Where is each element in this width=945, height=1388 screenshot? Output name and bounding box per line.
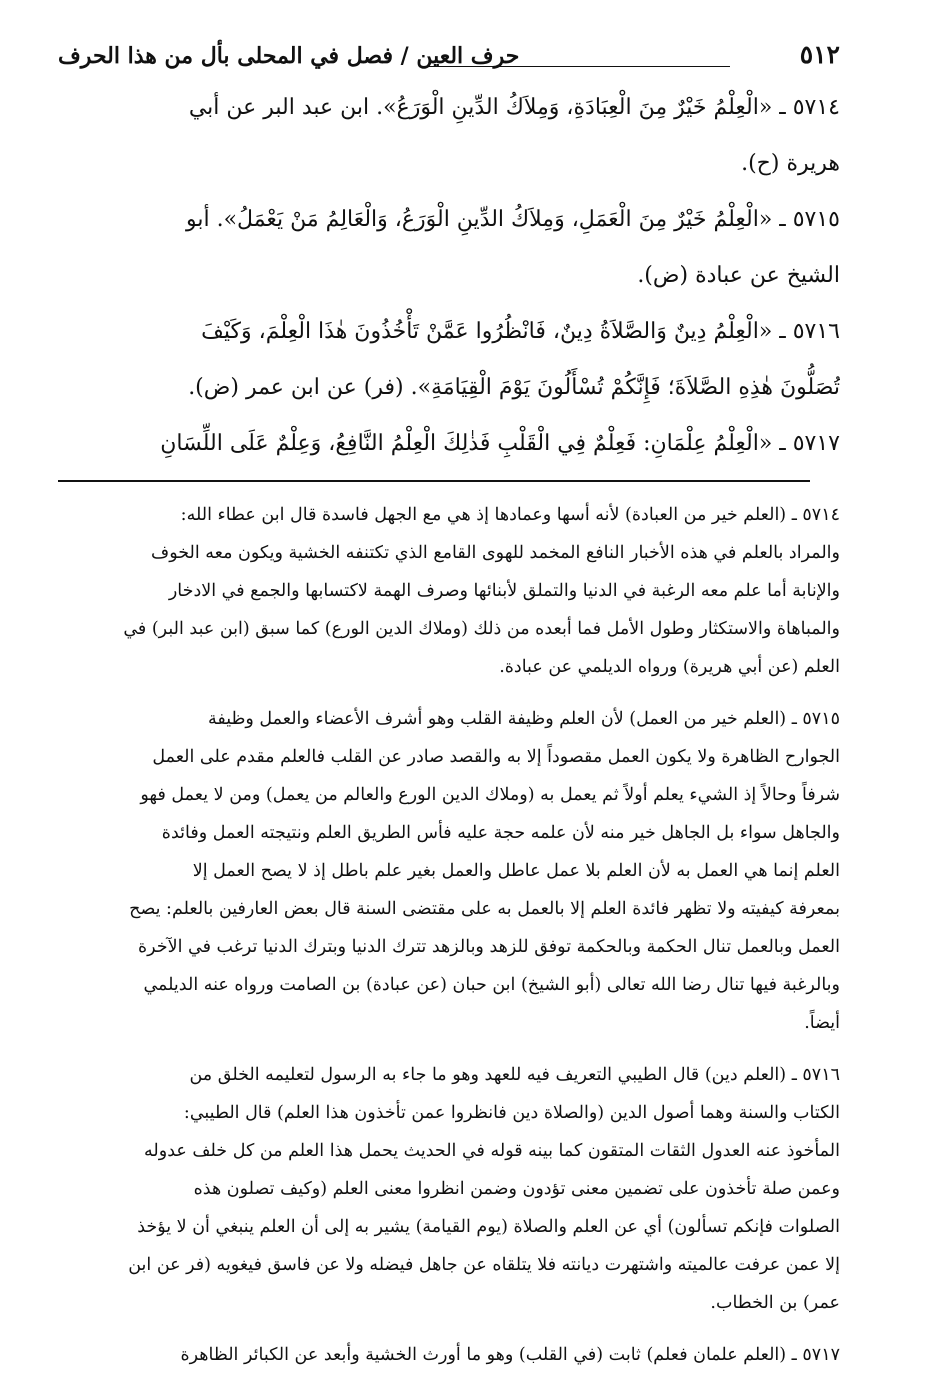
- note-line: ٥٧١٥ ـ (العلم خير من العمل) لأن العلم وظيفة القلب وهو أشرف الأعضاء والعمل وظيفة: [207, 709, 840, 729]
- note-line: الكتاب والسنة وهما أصول الدين (والصلاة دين فانظروا عمن تأخذون هذا العلم) قال الطيبي:: [183, 1103, 840, 1123]
- note-line: ٥٧١٧ ـ (العلم علمان فعلم) ثابت (في القلب) وهو ما أورث الخشية وأبعد عن الكبائر الظاهرة: [180, 1345, 840, 1365]
- note-line: بمعرفة كيفيته ولا تظهر فائدة العلم إلا بالعمل به على مقتضى السنة قال بعض العارفين بالعلم: يصح: [129, 899, 840, 919]
- hadith-line: الشيخ عن عبادة (ض).: [637, 263, 840, 288]
- hadith-line: تُصَلُّونَ هٰذِهِ الصَّلاَةَ؛ فَإِنَّكُمْ تُسْأَلُونَ يَوْمَ الْقِيَامَةِ». (فر) عن ابن عمر (ض).: [188, 375, 840, 400]
- hadith-line: ٥٧١٦ ـ «الْعِلْمُ دِينٌ وَالصَّلاَةُ دِينٌ، فَانْظُرُوا عَمَّنْ تَأْخُذُونَ هٰذَا الْعِلْمَ، وَكَيْفَ: [201, 319, 840, 344]
- note-5717: [58, 1336, 840, 1374]
- note-line: عمر) بن الخطاب.: [710, 1293, 840, 1313]
- hadith-list: [58, 80, 840, 472]
- note-line: العلم (عن أبي هريرة) ورواه الديلمي عن عبادة.: [499, 657, 840, 677]
- note-line: ٥٧١٦ ـ (العلم دين) قال الطيبي التعريف فيه للعهد وهو ما جاء به الرسول لتعليمه الخلق من: [189, 1065, 840, 1085]
- running-header: [58, 40, 840, 80]
- page-number: ٥١٢: [799, 40, 840, 69]
- note-line: المأخوذ عنه العدول الثقات المتقون كما بينه قوله في الحديث يحمل هذا العلم من كل خلف عدوله: [144, 1141, 840, 1161]
- note-line: العمل وبالعمل تنال الحكمة وبالحكمة توفق للزهد وبالزهد تترك الدنيا وبترك الدنيا ترغب في الآخرة: [137, 937, 840, 957]
- running-title: حرف العين / فصل في المحلى بأل من هذا الحرف: [58, 43, 520, 69]
- note-line: والمراد بالعلم في هذه الأخبار النافع المخمد للهوى القامع الذي تكتنفه الخشية ويكون معه الخوف: [151, 543, 840, 563]
- note-5714: [58, 496, 840, 686]
- note-line: وبالرغبة فيها تنال رضا الله تعالى (أبو الشيخ) ابن حبان (عن عبادة) بن الصامت ورواه عنه الديلمي: [143, 975, 840, 995]
- note-5716: [58, 1056, 840, 1322]
- note-line: والإنابة أما علم معه الرغبة في الدنيا والتملق لأبنائها وصرف الهمة لاكتسابها والجمع في الادخار: [168, 581, 840, 601]
- note-5715: [58, 700, 840, 1042]
- hadith-line: ٥٧١٧ ـ «الْعِلْمُ عِلْمَانِ: فَعِلْمٌ فِي الْقَلْبِ فَذٰلِكَ الْعِلْمُ النَّافِعُ، وَعِلْمٌ عَلَى اللِّسَانِ: [160, 431, 840, 456]
- hadith-5716: [58, 304, 840, 416]
- hadith-5714: [58, 80, 840, 192]
- note-line: والجاهل سواء بل الجاهل خير منه لأن علمه حجة عليه فأس الطريق العلم ونتيجته العمل وفائدة: [161, 823, 840, 843]
- page: [58, 40, 840, 1388]
- hadith-5717: [58, 416, 840, 472]
- commentary: [58, 496, 840, 1374]
- hadith-line: هريرة (ح).: [741, 151, 840, 176]
- note-line: إلا عمن عرفت عالميته واشتهرت ديانته فلا يتلقاه عن جاهل فيضله ولا عن فاسق فيغويه (فر عن ابن: [128, 1255, 840, 1275]
- hadith-line: ٥٧١٤ ـ «الْعِلْمُ خَيْرٌ مِنَ الْعِبَادَةِ، وَمِلاَكُ الدِّينِ الْوَرَعُ». ابن عبد البر عن أبي: [188, 95, 840, 120]
- footnote-separator: [58, 480, 810, 482]
- note-line: وعمن صلة تأخذون على تضمين معنى تؤدون وضمن انظروا معنى العلم (وكيف تصلون هذه: [193, 1179, 840, 1199]
- note-line: العلم إنما هي العمل به لأن العلم بلا عمل عاطل والعمل بغير علم باطل إذ لا يصح العمل إلا: [192, 861, 840, 881]
- note-line: الجوارح الظاهرة ولا يكون العمل مقصوداً إلا به والقصد صادر عن القلب فالعلم مقدم على العمل: [152, 747, 840, 767]
- note-line: شرفاً وحالاً إذ الشيء يعلم أولاً ثم يعمل به (وملاك الدين الورع والعالم من يعمل) ومن لا يعمل فهو: [140, 785, 840, 805]
- note-line: أيضاً.: [804, 1013, 840, 1033]
- hadith-line: ٥٧١٥ ـ «الْعِلْمُ خَيْرٌ مِنَ الْعَمَلِ، وَمِلاَكُ الدِّينِ الْوَرَعُ، وَالْعَالِمُ مَنْ يَعْمَلُ». أبو: [186, 207, 840, 232]
- note-line: والمباهاة والاستكثار وطول الأمل فما أبعده من ذلك (وملاك الدين الورع) كما سبق (ابن عبد البر) في: [123, 619, 840, 639]
- note-line: الصلوات فإنكم تسألون) أي عن العلم والصلاة (يوم القيامة) يشير به إلى أن العلم ينبغي أن لا يؤخذ: [137, 1217, 840, 1237]
- hadith-5715: [58, 192, 840, 304]
- note-line: ٥٧١٤ ـ (العلم خير من العبادة) لأنه أسها وعمادها إذ هي مع الجهل فاسدة قال ابن عطاء الله:: [180, 505, 840, 525]
- header-rule: [423, 66, 730, 67]
